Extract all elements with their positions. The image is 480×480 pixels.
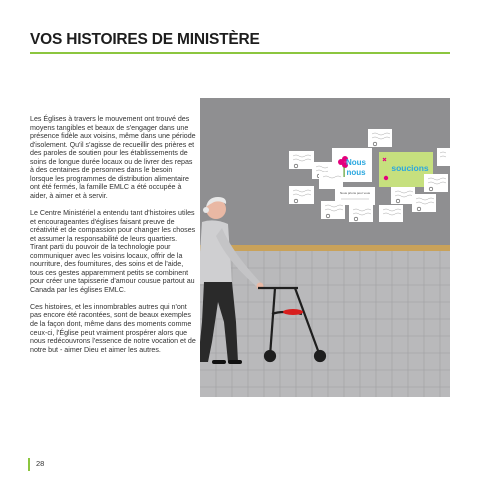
paragraph-1: Les Églises à travers le mouvement ont trouvé des moyens tangibles et beaux de s'engager dans une présence fidèle aux voisins, même dans une période d'isolement. Qu'il s'agisse de recueillir des prières et des paroles de soutien pour les établissements de soins de longue durée locaux ou de livrer des repas à des centaines de personnes dans le besoin lorsque les programmes de distribution alimentaire ont été fermés, la famille EMLC a été occupée à aider, à aimer et à servir. xyxy=(30,115,196,200)
title-underline xyxy=(30,52,450,54)
note-card xyxy=(391,187,415,204)
note-card xyxy=(368,129,392,147)
page-number-marker xyxy=(28,458,30,471)
poster-nous-label: Nous xyxy=(346,158,366,167)
handrail xyxy=(200,245,450,251)
paragraph-2: Le Centre Ministériel a entendu tant d'histoires utiles et encourageantes d'églises faisant preuve de créativité et de compassion pour changer les choses et assumer la responsabilité de leurs quartiers. Tirant parti du pouvoir de la technologie pour communiquer avec les voisins locaux, offrir de la nourriture, des fournitures, des soins et de l'aide, tous ces gestes apparemment petits se combinent pour créer une tapisserie d'amour cousue partout au Canada par les églises EMLC. xyxy=(30,208,196,294)
page-number: 28 xyxy=(36,459,45,468)
note-card xyxy=(289,151,314,169)
note-card xyxy=(321,201,345,219)
note-card xyxy=(412,194,436,212)
paragraph-3: Ces histoires, et les innombrables autres qui n'ont pas encore été racontées, sont de beaux exemples de la façon dont, même dans des moments comme ceux-ci, l'Église peut vraiment prospérer alors que nous redécouvrons l'essence de notre vocation et de notre but - aimer Dieu et aimer les autres. xyxy=(30,302,196,354)
note-card xyxy=(379,205,403,222)
note-card xyxy=(437,148,450,166)
note-card xyxy=(349,205,373,222)
note-card xyxy=(424,174,448,192)
page-title: VOS HISTOIRES DE MINISTÈRE xyxy=(30,31,260,48)
svg-text:Nous prions pour vous: Nous prions pour vous xyxy=(339,191,371,195)
poster-nous-label-2: nous xyxy=(346,168,366,177)
poster-soucions-label: soucions xyxy=(391,163,429,173)
article-body xyxy=(30,115,196,363)
care-home-illustration xyxy=(200,98,450,397)
note-card xyxy=(289,186,314,204)
note-card xyxy=(319,172,343,189)
tiled-floor xyxy=(200,251,450,397)
